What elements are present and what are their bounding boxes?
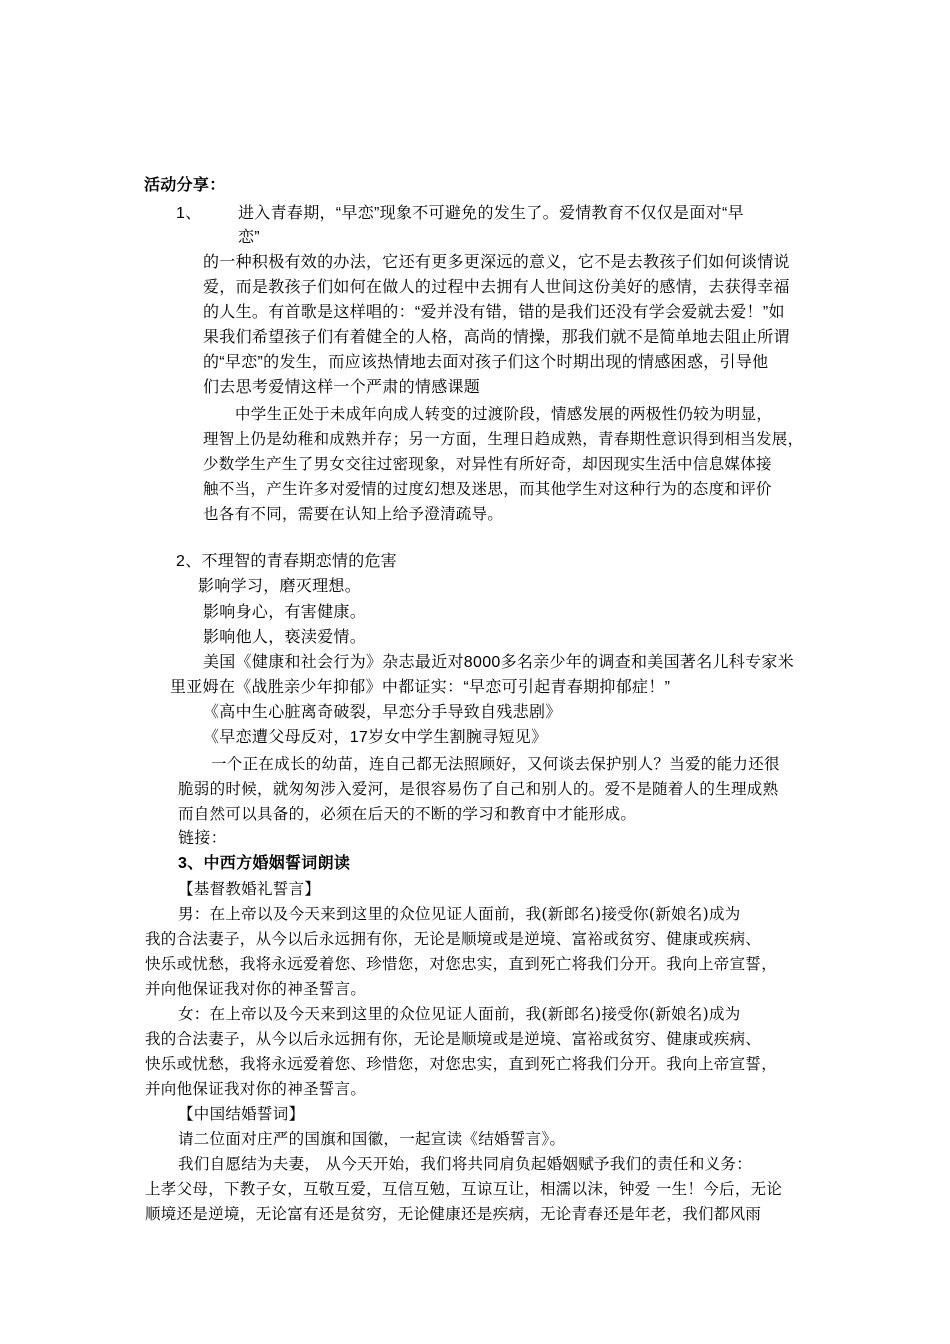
section-title: 3、中西方婚姻誓词朗读 [178, 855, 351, 872]
text-line: 中学生正处于未成年向成人转变的过渡阶段，情感发展的两极性仍较为明显， [235, 405, 773, 423]
text-line: 一个正在成长的幼苗，连自己都无法照顾好，又何谈去保护别人？当爱的能力还很 [211, 755, 780, 773]
text-line: 的一种积极有效的办法，它还有更多更深远的意义，它不是去教孩子们如何谈情说 [203, 254, 790, 271]
text-line: 快乐或忧愁，我将永远爱着您、珍惜您，对您忠实，直到死亡将我们分开。我向上帝宣誓， [145, 955, 778, 973]
text-line: 理智上仍是幼稚和成熟并存；另一方面，生理日趋成熟，青春期性意识得到相当发展， [203, 430, 804, 448]
list-item: 影响身心，有害健康。 [203, 604, 367, 621]
text-line: 爱，而是教孩子们如何在做人的过程中去拥有人世间这份美好的感情，去获得幸福 [203, 279, 790, 296]
text-line: 请二位面对庄严的国旗和国徽，一起宣读《结婚誓言》。 [178, 1130, 566, 1148]
text-line: 顺境还是逆境，无论富有还是贫穷，无论健康还是疾病，无论青春还是年老，我们都风雨 [145, 1205, 762, 1223]
text-line: 快乐或忧愁，我将永远爱着您、珍惜您，对您忠实，直到死亡将我们分开。我向上帝宣誓， [145, 1055, 778, 1073]
text-line: 的“早恋”的发生，而应该热情地去面对孩子们这个时期出现的情感困惑，引导他 [203, 354, 769, 371]
text-line: 并向他保证我对你的神圣誓言。 [145, 980, 367, 998]
text-line: 进入青春期，“早恋”现象不可避免的发生了。爱情教育不仅仅是面对“早 [238, 205, 744, 222]
text-line: 我的合法妻子，从今以后永远拥有你，无论是顺境或是逆境、富裕或贫穷、健康或疾病、 [145, 1030, 762, 1048]
text-line: 触不当，产生许多对爱情的过度幻想及迷思，而其他学生对这种行为的态度和评价 [203, 480, 772, 498]
text-line: 的人生。有首歌是这样唱的：“爱并没有错，错的是我们还没有学会爱就去爱！”如 [203, 304, 785, 321]
text-line: 我的合法妻子，从今以后永远拥有你，无论是顺境或是逆境、富裕或贫穷、健康或疾病、 [145, 930, 762, 948]
item-number: 1、 [176, 205, 202, 222]
text-line: 里亚姆在《战胜亲少年抑郁》中都证实：“早恋可引起青春期抑郁症！” [170, 679, 671, 696]
text-line: 上孝父母，下教子女，互敬互爱，互信互勉，互谅互让，相濡以沫，钟爱 一生！今后，无论 [145, 1180, 783, 1198]
text-line: 我们自愿结为夫妻， 从今天开始，我们将共同肩负起婚姻赋予我们的责任和义务： [178, 1155, 753, 1173]
text-line: 也各有不同，需要在认知上给予澄清疏导。 [203, 505, 504, 523]
text-line: 们去思考爱情这样一个严肃的情感课题 [203, 379, 481, 396]
news-title: 《高中生心脏离奇破裂，早恋分手导致自残悲剧》 [203, 704, 562, 721]
text-line: 美国《健康和社会行为》杂志最近对8000多名亲少年的调查和美国著名儿科专家米 [203, 654, 794, 671]
text-line: 男：在上帝以及今天来到这里的众位见证人面前，我(新郎名)接受你(新娘名)成为 [178, 905, 741, 923]
text-line: 脆弱的时候，就匆匆涉入爱河，是很容易伤了自己和别人的。爱不是随着人的生理成熟 [178, 780, 779, 798]
section-title: 2、不理智的青春期恋情的危害 [176, 553, 398, 570]
text-line: 果我们希望孩子们有着健全的人格，高尚的情操，那我们就不是简单地去阻止所谓 [203, 329, 790, 346]
list-item: 影响学习，磨灭理想。 [198, 578, 362, 595]
subsection-title: 【中国结婚誓词】 [178, 1105, 305, 1123]
text-line: 而自然可以具备的，必须在后天的不断的学习和教育中才能形成。 [178, 805, 637, 823]
section-heading: 活动分享： [144, 177, 226, 194]
text-line: 少数学生产生了男女交往过密现象，对异性有所好奇，却因现实生活中信息媒体接 [203, 455, 772, 473]
news-title: 《早恋遭父母反对，17岁女中学生割腕寻短见》 [203, 729, 548, 746]
text-line: 恋” [238, 229, 260, 246]
text-line: 并向他保证我对你的神圣誓言。 [145, 1080, 367, 1098]
list-item: 影响他人，亵渎爱情。 [203, 629, 367, 646]
subsection-title: 【基督教婚礼誓言】 [178, 880, 321, 898]
text-line: 女：在上帝以及今天来到这里的众位见证人面前，我(新郎名)接受你(新娘名)成为 [178, 1005, 741, 1023]
link-label: 链接： [178, 830, 227, 847]
